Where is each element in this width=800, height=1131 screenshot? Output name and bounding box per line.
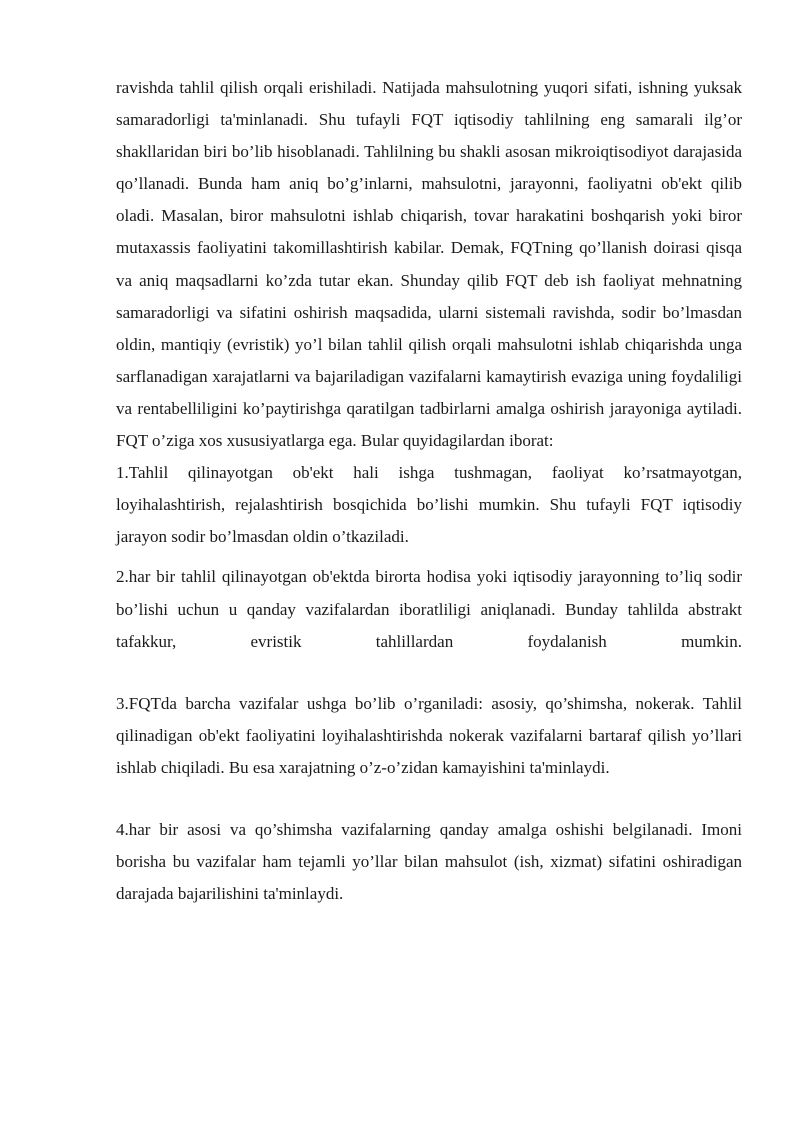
body-paragraph-intro: ravishda tahlil qilish orqali erishiladi. Natijada mahsulotning yuqori sifati, ishning yuksak samaradorligi ta'minlanadi. Shu tufayli FQT iqtisodiy tahlilning eng samarali ilg’or shakllaridan biri bo’lib hisoblanadi. Tahlilning bu shakli asosan mikroiqtisodiyot darajasida qo’llanadi. Bunda ham aniq bo’g’inlarni, mahsulotni, jarayonni, faoliyatni ob'ekt qilib oladi. Masalan, biror mahsulotni ishlab chiqarish, tovar harakatini boshqarish yoki biror mutaxassis faoliyatini takomillashtirish kabilar. Demak, FQTning qo’llanish doirasi qisqa va aniq maqsadlarni ko’zda tutar ekan. Shunday qilib FQT deb ish faoliyat mehnatning samaradorligi va sifatini oshirish maqsadida, ularni sistemali ravishda, sodir bo’lmasdan oldin, mantiqiy (evristik) yo’l bilan tahlil qilish orqali mahsulotni ishlab chiqarishda unga sarflanadigan xarajatlarni va bajariladigan vazifalarni kamaytirish evaziga uning foydaliligi va rentabelliligini ko’paytirishga qaratilgan tadbirlarni amalga oshirish jarayoniga aytiladi. FQT o’ziga xos xususiyatlarga ega. Bular quyidagilardan iborat: — [116, 78, 742, 451]
list-item-4: 4.har bir asosi va qo’shimsha vazifalarning qanday amalga oshishi belgilanadi. Imoni borisha bu vazifalar ham tejamli yo’llar bilan mahsulot (ish, xizmat) sifatini oshiradigan darajada bajarilishini ta'minlaydi. — [116, 819, 742, 904]
list-item-1: 1.Tahlil qilinayotgan ob'ekt hali ishga tushmagan, faoliyat ko’rsatmayotgan, loyihalashtirish, rejalashtirish bosqichida bo’lishi mumkin. Shu tufayli FQT iqtisodiy jarayon sodir bo’lmasdan oldin o’tkaziladi. — [116, 463, 742, 547]
list-item-2: 2.har bir tahlil qilinayotgan ob'ektda birorta hodisa yoki iqtisodiy jarayonning to’liq sodir bo’lishi uchun u qanday vazifalardan iboratliligi aniqlanadi. Bunday tahlilda abstrakt tafakkur, evristik tahlillardan foydalanish mumkin. — [116, 567, 742, 651]
document-page — [116, 72, 742, 910]
list-item-3: 3.FQTda barcha vazifalar ushga bo’lib o’rganiladi: asosiy, qo’shimsha, nokerak. Tahlil qilinadigan ob'ekt faoliyatini loyihalashtirishda nokerak vazifalarni bartaraf qilish yo’llari ishlab chiqiladi. Bu esa xarajatning o’z-o’zidan kamayishini ta'minlaydi. — [116, 693, 742, 777]
